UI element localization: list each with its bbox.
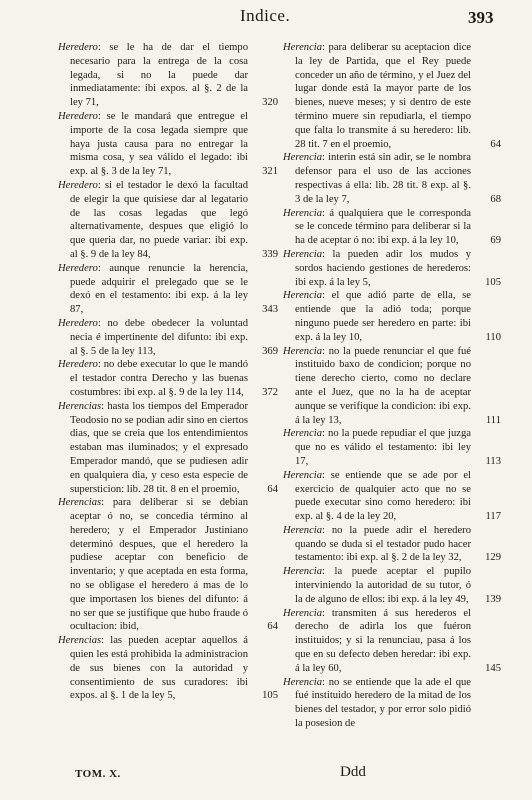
entry-text: : á qualquiera que le corresponda se le concede término para deliberar si la ha de aceptar ó no: ibi exp. á la ley 10, <box>295 207 471 247</box>
entry-page-ref: 69 <box>490 235 501 247</box>
entry-page-ref: 321 <box>262 166 278 178</box>
entry-page-ref: 68 <box>490 193 501 205</box>
index-entry <box>58 41 278 110</box>
index-entry <box>58 400 278 497</box>
index-entry <box>58 110 278 179</box>
entry-page-ref: 320 <box>262 97 278 109</box>
entry-page-ref: 372 <box>262 386 278 398</box>
entry-text: : no la puede repudiar el que juzga que no es válido el testamento: ibi ley 17, <box>295 428 471 467</box>
entry-text: : no debe obedecer la voluntad necia é impertinente del difunto: ibi exp. al §. 5 de la ley 113, <box>70 317 248 357</box>
entry-page-ref: 369 <box>262 345 278 357</box>
entry-page-ref: 105 <box>485 276 501 288</box>
index-column-right <box>283 41 501 731</box>
entry-headword: Herencias <box>58 497 102 509</box>
entry-headword: Herencia <box>283 42 323 53</box>
entry-text: : la puede aceptar el pupilo interviniendo la autoridad de su tutor, ó la de alguno de ellos: ibi exp. á la ley 49, <box>295 566 471 605</box>
entry-headword: Herencia <box>283 524 323 536</box>
entry-text: : para deliberar si se debian aceptar ó no, se concedia término al heredero; y el Emperador Justiniano determinó despues, que el heredero la pudiese aceptar con beneficio de inventario; y que aceptada en esta forma, no se obligase el heredero á mas de lo que importasen los bienes del difunto: á no ser que se justifique que hubo fraude ó ocultacion: ibid, <box>70 497 248 633</box>
entry-page-ref: 343 <box>262 304 278 316</box>
entry-headword: Heredero <box>58 110 98 122</box>
entry-text: : se entiende que se ade por el exercicio de qualquier acto que no se puede executar sino como heredero: ibi exp. al §. 4 de la ley 20, <box>295 469 471 523</box>
entry-page-ref: 113 <box>485 455 501 467</box>
index-entry <box>283 207 501 248</box>
entry-text: : hasta los tiempos del Emperador Teodosio no se podian adir sino en ciertos dias, que se creia que los entendimientos estaban mas iluminados; y el expresado Emperador mandó, que se pudiesen adir en qualquiera dia, y ceso esta especie de supersticion: lib. 28 tit. 8 en el proemio, <box>70 400 248 495</box>
entry-text: : no la puede adir el heredero quando se duda si el testador pudo hacer testamento: ibi exp. al §. 2 de la ley 32, <box>295 524 471 564</box>
index-entry <box>283 427 501 468</box>
entry-text: : no se entiende que la ade el que fué instituido heredero de la mitad de los bienes del testador, y por error solo pidió la posesion de <box>295 676 471 730</box>
page-number: 393 <box>468 8 494 27</box>
signature-mark: Ddd <box>340 764 366 780</box>
index-entry <box>283 248 501 289</box>
entry-page-ref: 64 <box>490 138 501 150</box>
entry-text: : aunque renuncie la herencia, puede adquirir el prelegado que se le dexó en el testamento: ibi exp. á la ley 87, <box>70 262 248 316</box>
entry-page-ref: 339 <box>262 248 278 260</box>
entry-headword: Herencia <box>283 207 323 219</box>
entry-headword: Herencia <box>283 676 323 688</box>
entry-text: : no la puede renunciar el que fué instituido baxo de condicion; porque no tiene derecho cierto, como no declare ante el Juez, que no la ha de aceptar aunque se verifique la condicion: ibi exp. á la ley 13, <box>295 345 471 426</box>
entry-text: : para deliberar su aceptacion dice la ley de Partida, que el Rey puede conceder un año de término, y el Juez del lugar donde está la mayor parte de los bienes, nueve meses; y si dentro de este término muere sin repudiarla, el tiempo que falta lo transmite á su heredero: lib. 28 tit. 7 en el proemio, <box>295 42 471 150</box>
index-entry <box>283 345 501 428</box>
entry-headword: Herencias <box>58 635 102 647</box>
entry-text: : las pueden aceptar aquellos á quien les está prohibida la administracion de sus bienes con la autoridad y consentimiento de sus curadores: ibi expos. al §. 1 de la ley 5, <box>70 635 248 702</box>
entry-text: : interin está sin adir, se le nombra defensor para el uso de las acciones respectivas á ella: lib. 28 tit. 8 exp. al §. 3 de la ley 7, <box>295 152 471 205</box>
entry-headword: Herencia <box>283 290 323 302</box>
entry-headword: Heredero <box>58 262 98 274</box>
index-entry <box>58 262 278 317</box>
entry-headword: Herencia <box>283 469 323 481</box>
index-entry <box>58 317 278 358</box>
entry-headword: Herencia <box>283 152 323 164</box>
index-entry <box>283 676 491 731</box>
entry-headword: Heredero <box>58 359 98 371</box>
entry-page-ref: 111 <box>485 414 501 426</box>
entry-page-ref: 129 <box>485 552 501 564</box>
entry-headword: Herencia <box>283 607 323 619</box>
entry-text: : se le ha de dar el tiempo necesario para la entrega de la cosa legada, si no la puede dar inmediatamente: ibi expos. al §. 2 de la ley 71, <box>70 42 248 109</box>
index-entry <box>283 41 501 151</box>
entry-page-ref: 117 <box>485 511 501 523</box>
entry-page-ref: 145 <box>485 662 501 674</box>
entry-page-ref: 110 <box>485 331 501 343</box>
entry-headword: Herencia <box>283 345 323 357</box>
index-entry <box>58 358 278 399</box>
entry-text: : se le mandará que entregue el importe de la cosa legada siempre que haya justa causa para no entregar la misma cosa, y sea válido el legado: ibi exp. al §. 3 de la ley 71, <box>70 110 248 178</box>
entry-headword: Heredero <box>58 42 98 53</box>
index-entry <box>283 469 501 524</box>
entry-headword: Herencias <box>58 400 102 412</box>
entry-headword: Herencia <box>283 248 323 260</box>
index-column-left <box>58 41 278 703</box>
index-entry <box>283 524 501 565</box>
index-entry <box>283 151 501 206</box>
index-entry <box>58 179 278 262</box>
entry-text: : si el testador le dexó la facultad de elegir la que quisiese dar al legatario de las cosas legadas que legó alternativamente, despues que eligió lo que queria dar, no puede variar: ibi exp. al §. 9 de la ley 84, <box>70 179 248 260</box>
entry-page-ref: 64 <box>267 621 278 633</box>
entry-text: : no debe executar lo que le mandó el testador contra Derecho y las buenas costumbres: ibi exp. al §. 9 de la ley 114, <box>70 359 248 398</box>
entry-headword: Herencia <box>283 428 323 440</box>
index-entry <box>283 289 501 344</box>
running-head: Indice. <box>240 6 291 25</box>
entry-page-ref: 139 <box>485 593 501 605</box>
entry-page-ref: 64 <box>267 483 278 495</box>
index-entry <box>58 496 278 634</box>
index-entry <box>283 565 501 606</box>
index-entry <box>58 634 278 703</box>
entry-headword: Herencia <box>283 566 323 578</box>
index-entry <box>283 607 501 676</box>
entry-text: : la pueden adir los mudos y sordos haciendo gestiones de herederos: ibi exp. á la ley 5, <box>295 248 471 288</box>
entry-headword: Heredero <box>58 317 98 329</box>
volume-catchword: TOM. X. <box>75 768 121 780</box>
entry-text: : el que adió parte de ella, se entiende que la adió toda; porque ninguno puede ser heredero en parte: ibi exp. á la ley 10, <box>295 290 471 343</box>
entry-headword: Heredero <box>58 179 98 191</box>
entry-text: : transmiten á sus herederos el derecho de adirla los que fuéron instituidos; y si la renunciau, pasa á los que en su defecto deben heredar: ibi exp. á la ley 60, <box>295 607 471 674</box>
entry-page-ref: 105 <box>262 690 278 702</box>
